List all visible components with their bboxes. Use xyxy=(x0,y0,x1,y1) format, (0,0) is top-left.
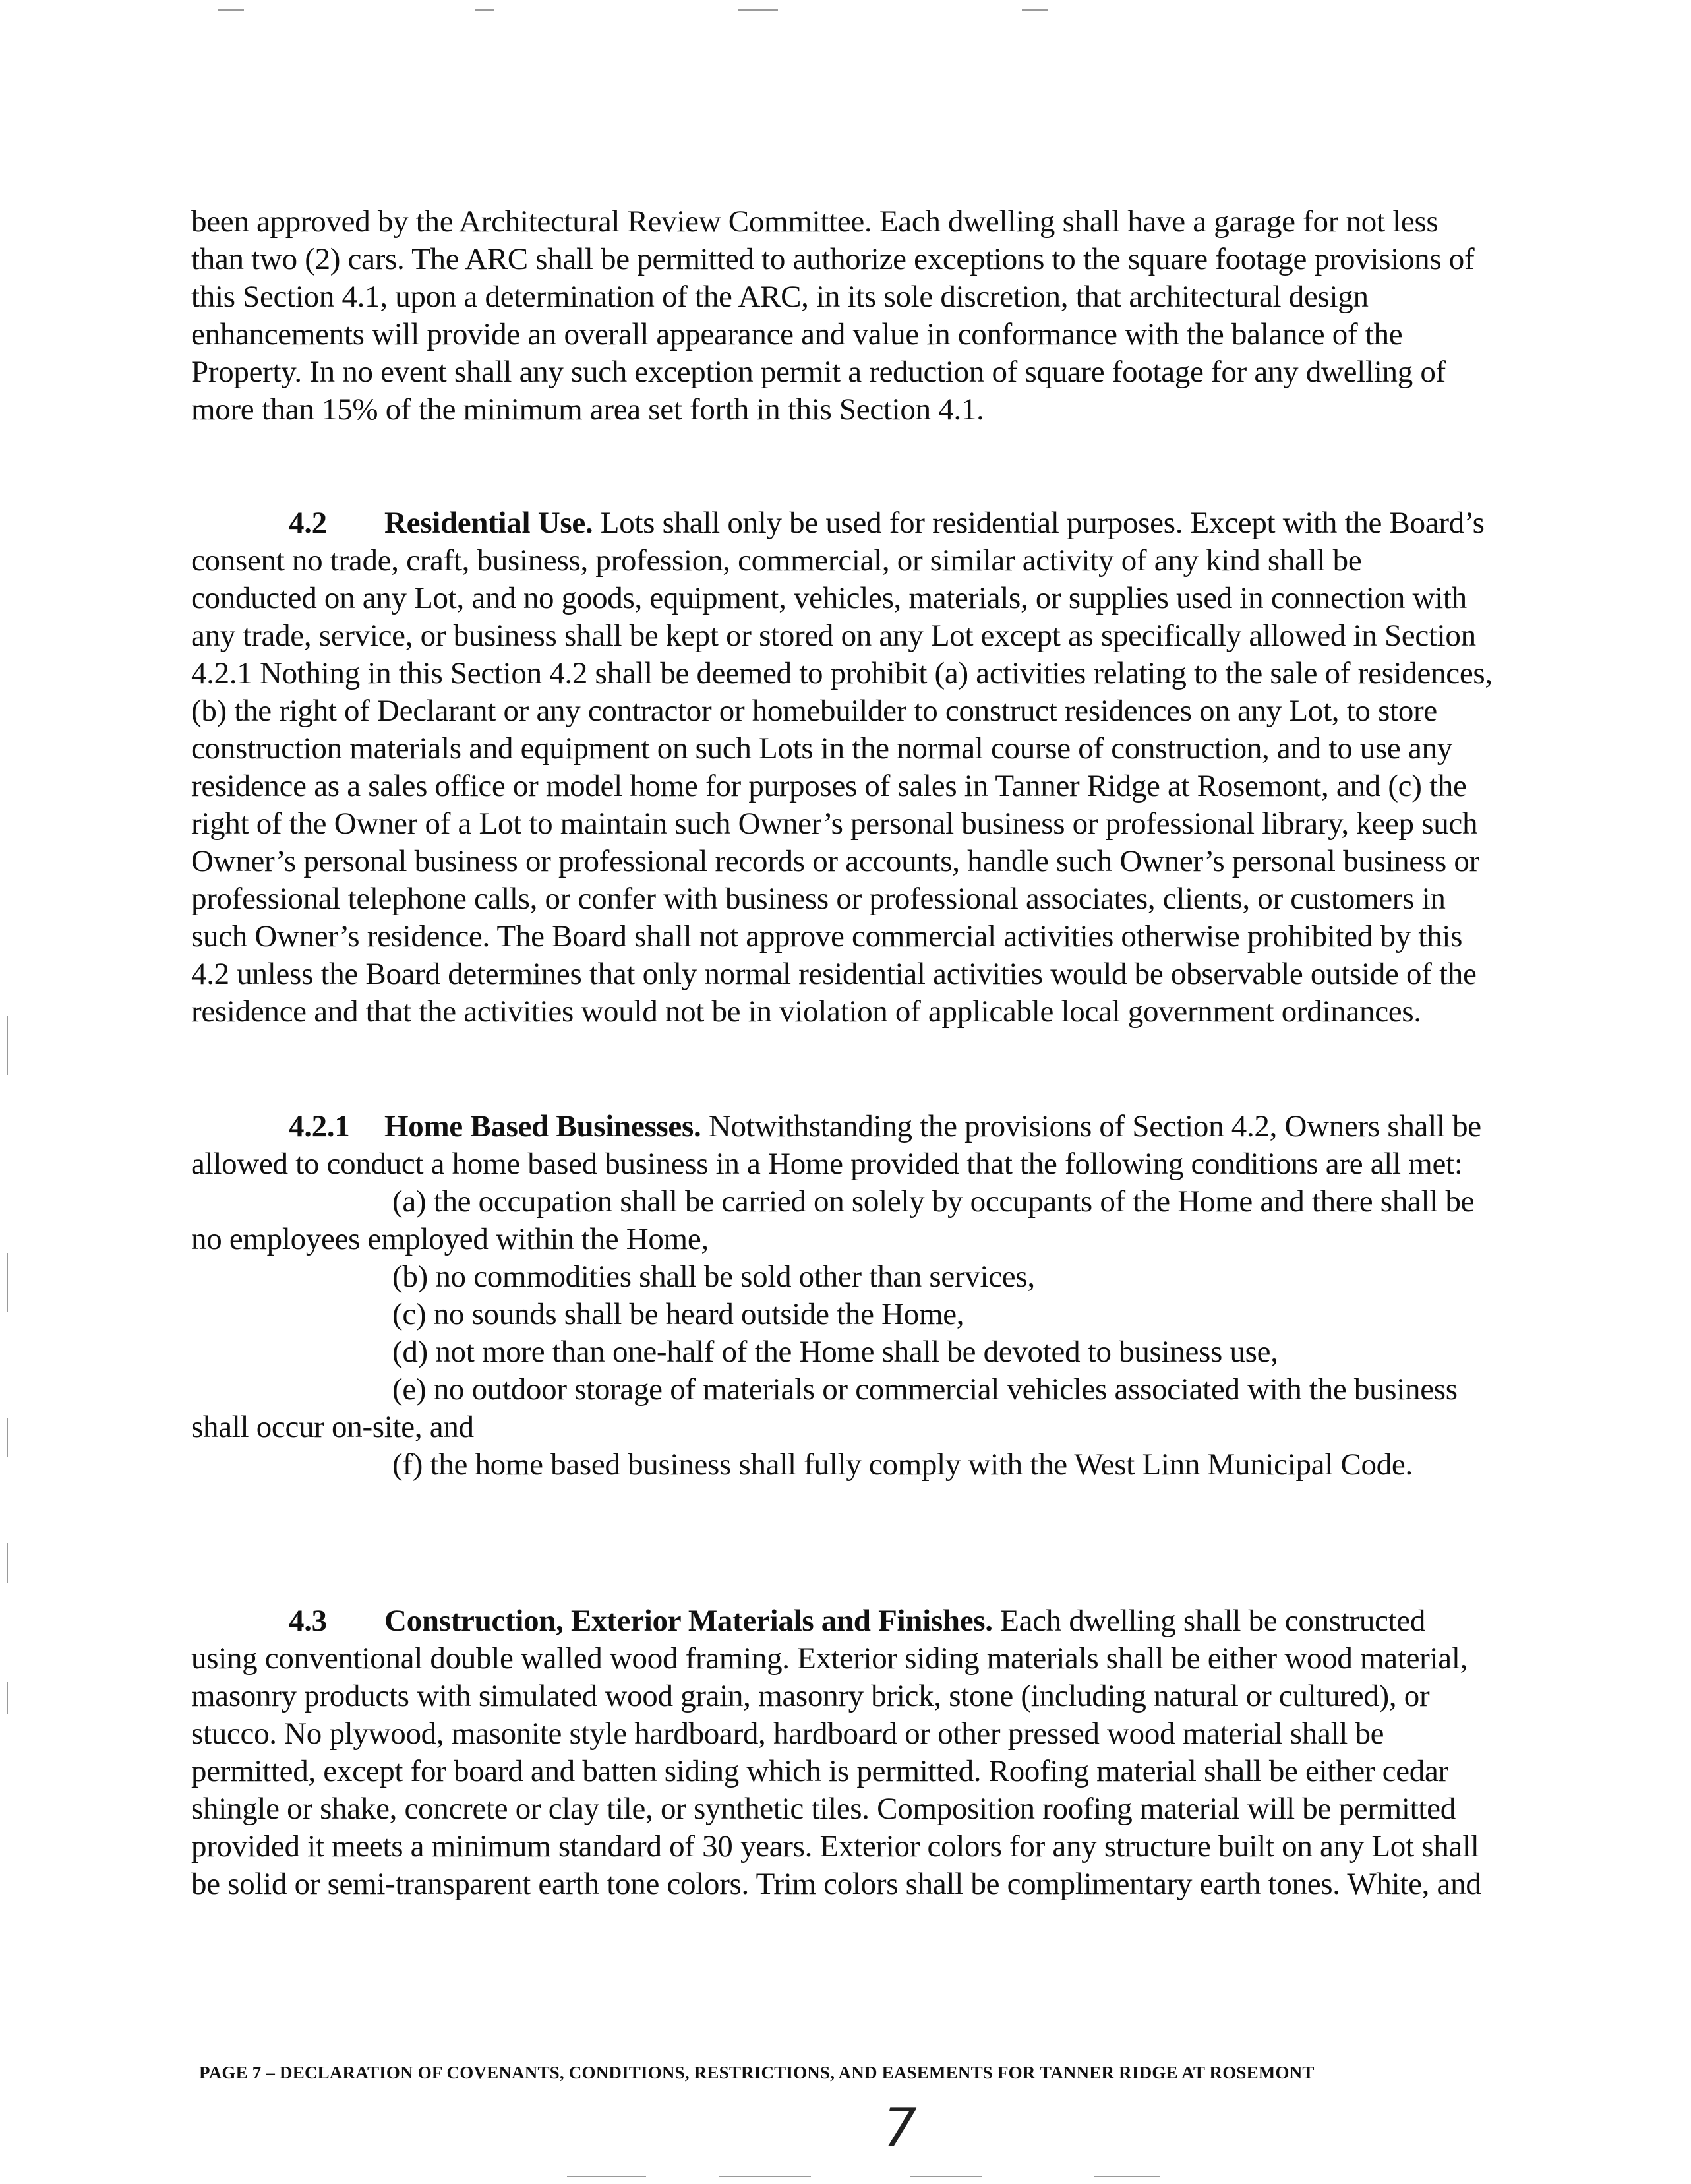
scan-artifact xyxy=(910,2176,982,2177)
section-4-3-number: 4.3 xyxy=(289,1604,327,1638)
scan-artifact xyxy=(738,9,778,11)
section-4-2-1-title: Home Based Businesses. xyxy=(384,1109,701,1143)
scan-artifact xyxy=(567,2176,646,2177)
section-4-3-paragraph xyxy=(191,1602,1493,1903)
scan-artifact xyxy=(475,9,494,11)
section-4-3-title: Construction, Exterior Materials and Finishes. xyxy=(384,1604,993,1638)
section-4-2-number: 4.2 xyxy=(289,506,327,540)
section-4-2-title: Residential Use. xyxy=(384,506,593,540)
section-4-2-1-number: 4.2.1 xyxy=(289,1109,350,1143)
condition-item-b: (b) no commodities shall be sold other than services, xyxy=(392,1259,1035,1294)
section-4-3-body: Each dwelling shall be constructed using conventional double walled wood framing. Exterior siding materials shall be either wood material, masonry products with simulated wood grain, masonry brick, stone (including natural or cultured), or stucco. No plywood, masonite style hardboard, hardboard or other pressed wood material shall be permitted, except for board and batten siding which is permitted. Roofing material shall be either cedar shingle or shake, concrete or clay tile, or synthetic tiles. Composition roofing material will be permitted provided it meets a minimum standard of 30 years. Exterior colors for any structure built on any Lot shall be solid or semi-transparent earth tone colors. Trim colors shall be complimentary earth tones. White, and xyxy=(191,1604,1481,1901)
scan-artifact xyxy=(719,2176,811,2177)
handwritten-page-number: 7 xyxy=(883,2097,917,2158)
section-4-2-1-paragraph xyxy=(191,1108,1493,1183)
scan-artifact xyxy=(7,1682,8,1714)
intro-paragraph-block xyxy=(191,203,1493,429)
condition-item-e: (e) no outdoor storage of materials or commercial vehicles associated with the business shall occur on-site, and xyxy=(191,1372,1458,1444)
scan-artifact xyxy=(1094,2176,1160,2177)
page-footer: PAGE 7 – DECLARATION OF COVENANTS, CONDITIONS, RESTRICTIONS, AND EASEMENTS FOR TANNER RIDGE AT ROSEMONT xyxy=(199,2063,1315,2082)
section-4-3 xyxy=(191,1602,1493,1903)
condition-item-a: (a) the occupation shall be carried on solely by occupants of the Home and there shall be no employees employed within the Home, xyxy=(191,1184,1475,1256)
scan-artifact xyxy=(1022,9,1048,11)
scan-artifact xyxy=(218,9,244,11)
section-4-2-1-body: Notwithstanding the provisions of Section 4.2, Owners shall be allowed to conduct a home based business in a Home provided that the following conditions are all met: xyxy=(191,1109,1481,1181)
scan-artifact xyxy=(7,1016,8,1075)
scan-artifact xyxy=(7,1418,8,1457)
scan-artifact xyxy=(7,1543,8,1583)
condition-item-c: (c) no sounds shall be heard outside the Home, xyxy=(392,1297,964,1331)
condition-item-d: (d) not more than one-half of the Home shall be devoted to business use, xyxy=(392,1335,1278,1369)
section-4-2 xyxy=(191,504,1493,1031)
intro-paragraph: been approved by the Architectural Review Committee. Each dwelling shall have a garage for not less than two (2) cars. The ARC shall be permitted to authorize exceptions to the square footage provisions of this Section 4.1, upon a determination of the ARC, in its sole discretion, that architectural design enhancements will provide an overall appearance and value in conformance with the balance of the Property. In no event shall any such exception permit a reduction of square footage for any dwelling of more than 15% of the minimum area set forth in this Section 4.1. xyxy=(191,204,1475,427)
section-4-2-1 xyxy=(191,1108,1493,1484)
scan-artifact xyxy=(7,1253,8,1312)
condition-item-f: (f) the home based business shall fully comply with the West Linn Municipal Code. xyxy=(392,1447,1413,1482)
section-4-2-paragraph xyxy=(191,504,1493,1031)
section-4-2-body: Lots shall only be used for residential purposes. Except with the Board’s consent no trade, craft, business, profession, commercial, or similar activity of any kind shall be conducted on any Lot, and no goods, equipment, vehicles, materials, or supplies used in connection with any trade, service, or business shall be kept or stored on any Lot except as specifically allowed in Section 4.2.1 Nothing in this Section 4.2 shall be deemed to prohibit (a) activities relating to the sale of residences, (b) the right of Declarant or any contractor or homebuilder to construct residences on any Lot, to store construction materials and equipment on such Lots in the normal course of construction, and to use any residence as a sales office or model home for purposes of sales in Tanner Ridge at Rosemont, and (c) the right of the Owner of a Lot to maintain such Owner’s personal business or professional library, keep such Owner’s personal business or professional records or accounts, handle such Owner’s personal business or professional telephone calls, or confer with business or professional associates, clients, or customers in such Owner’s residence. The Board shall not approve commercial activities otherwise prohibited by this 4.2 unless the Board determines that only normal residential activities would be observable outside of the residence and that the activities would not be in violation of applicable local government ordinances. xyxy=(191,506,1493,1029)
